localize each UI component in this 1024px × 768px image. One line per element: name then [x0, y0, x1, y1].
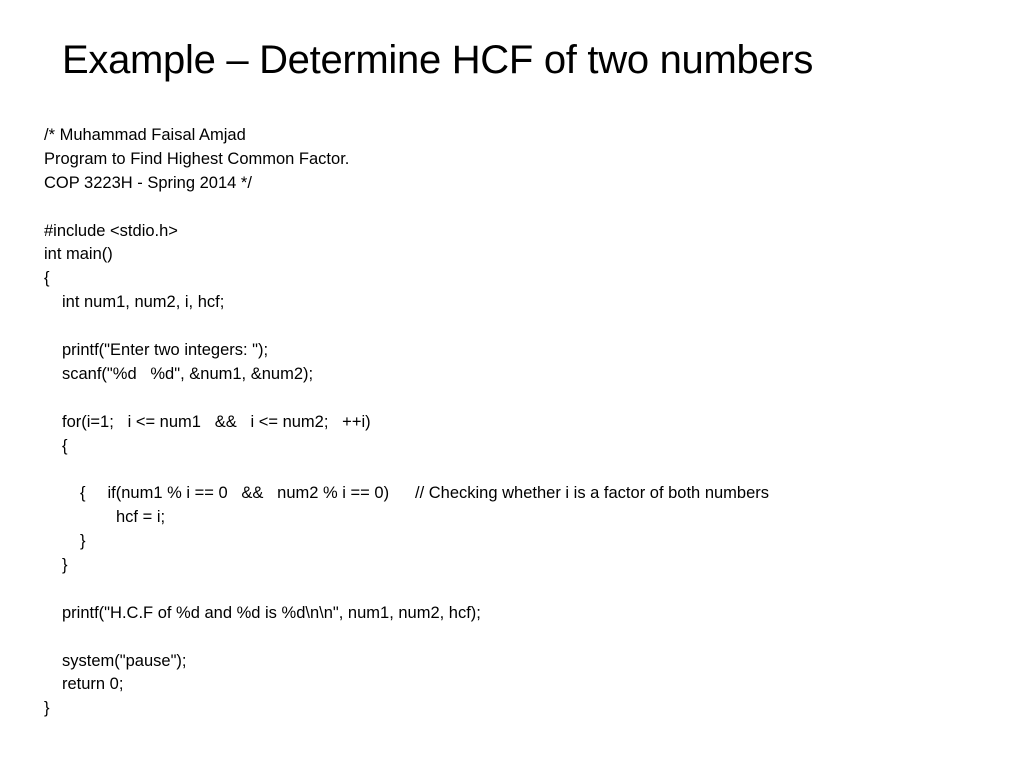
assign-line: hcf = i;: [116, 508, 166, 527]
main-open-brace: {: [44, 269, 50, 288]
if-close-brace: }: [80, 532, 86, 551]
if-comment: // Checking whether i is a factor of both numbers: [415, 484, 770, 503]
code-block: [44, 124, 1004, 721]
if-line: [44, 458, 1004, 503]
blank-line: [44, 626, 1004, 650]
header-comment-line-3: COP 3223H - Spring 2014 */: [44, 173, 252, 192]
header-comment-line-1: /* Muhammad Faisal Amjad: [44, 126, 246, 144]
for-loop-line: for(i=1; i <= num1 && i <= num2; ++i): [62, 412, 371, 431]
for-open-brace: {: [62, 436, 68, 455]
printf-prompt-line: printf("Enter two integers: ");: [62, 341, 269, 360]
for-close-brace: }: [62, 556, 68, 575]
main-signature-line: int main(): [44, 245, 113, 264]
if-open-brace: {: [80, 484, 86, 503]
slide-title: Example – Determine HCF of two numbers: [62, 38, 814, 82]
printf-result-line: printf("H.C.F of %d and %d is %d\n\n", num1, num2, hcf);: [62, 603, 481, 622]
declaration-line: int num1, num2, i, hcf;: [62, 293, 225, 312]
include-line: #include <stdio.h>: [44, 221, 178, 240]
blank-line: [44, 315, 1004, 339]
header-comment-line-2: Program to Find Highest Common Factor.: [44, 149, 350, 168]
blank-line: [44, 578, 1004, 602]
system-pause-line: system("pause");: [62, 651, 187, 670]
return-line: return 0;: [62, 675, 124, 694]
blank-line: [44, 387, 1004, 411]
scanf-line: scanf("%d %d", &num1, &num2);: [62, 364, 314, 383]
main-close-brace: }: [44, 699, 50, 718]
if-condition: if(num1 % i == 0 && num2 % i == 0): [107, 484, 390, 503]
blank-line: [44, 196, 1004, 220]
